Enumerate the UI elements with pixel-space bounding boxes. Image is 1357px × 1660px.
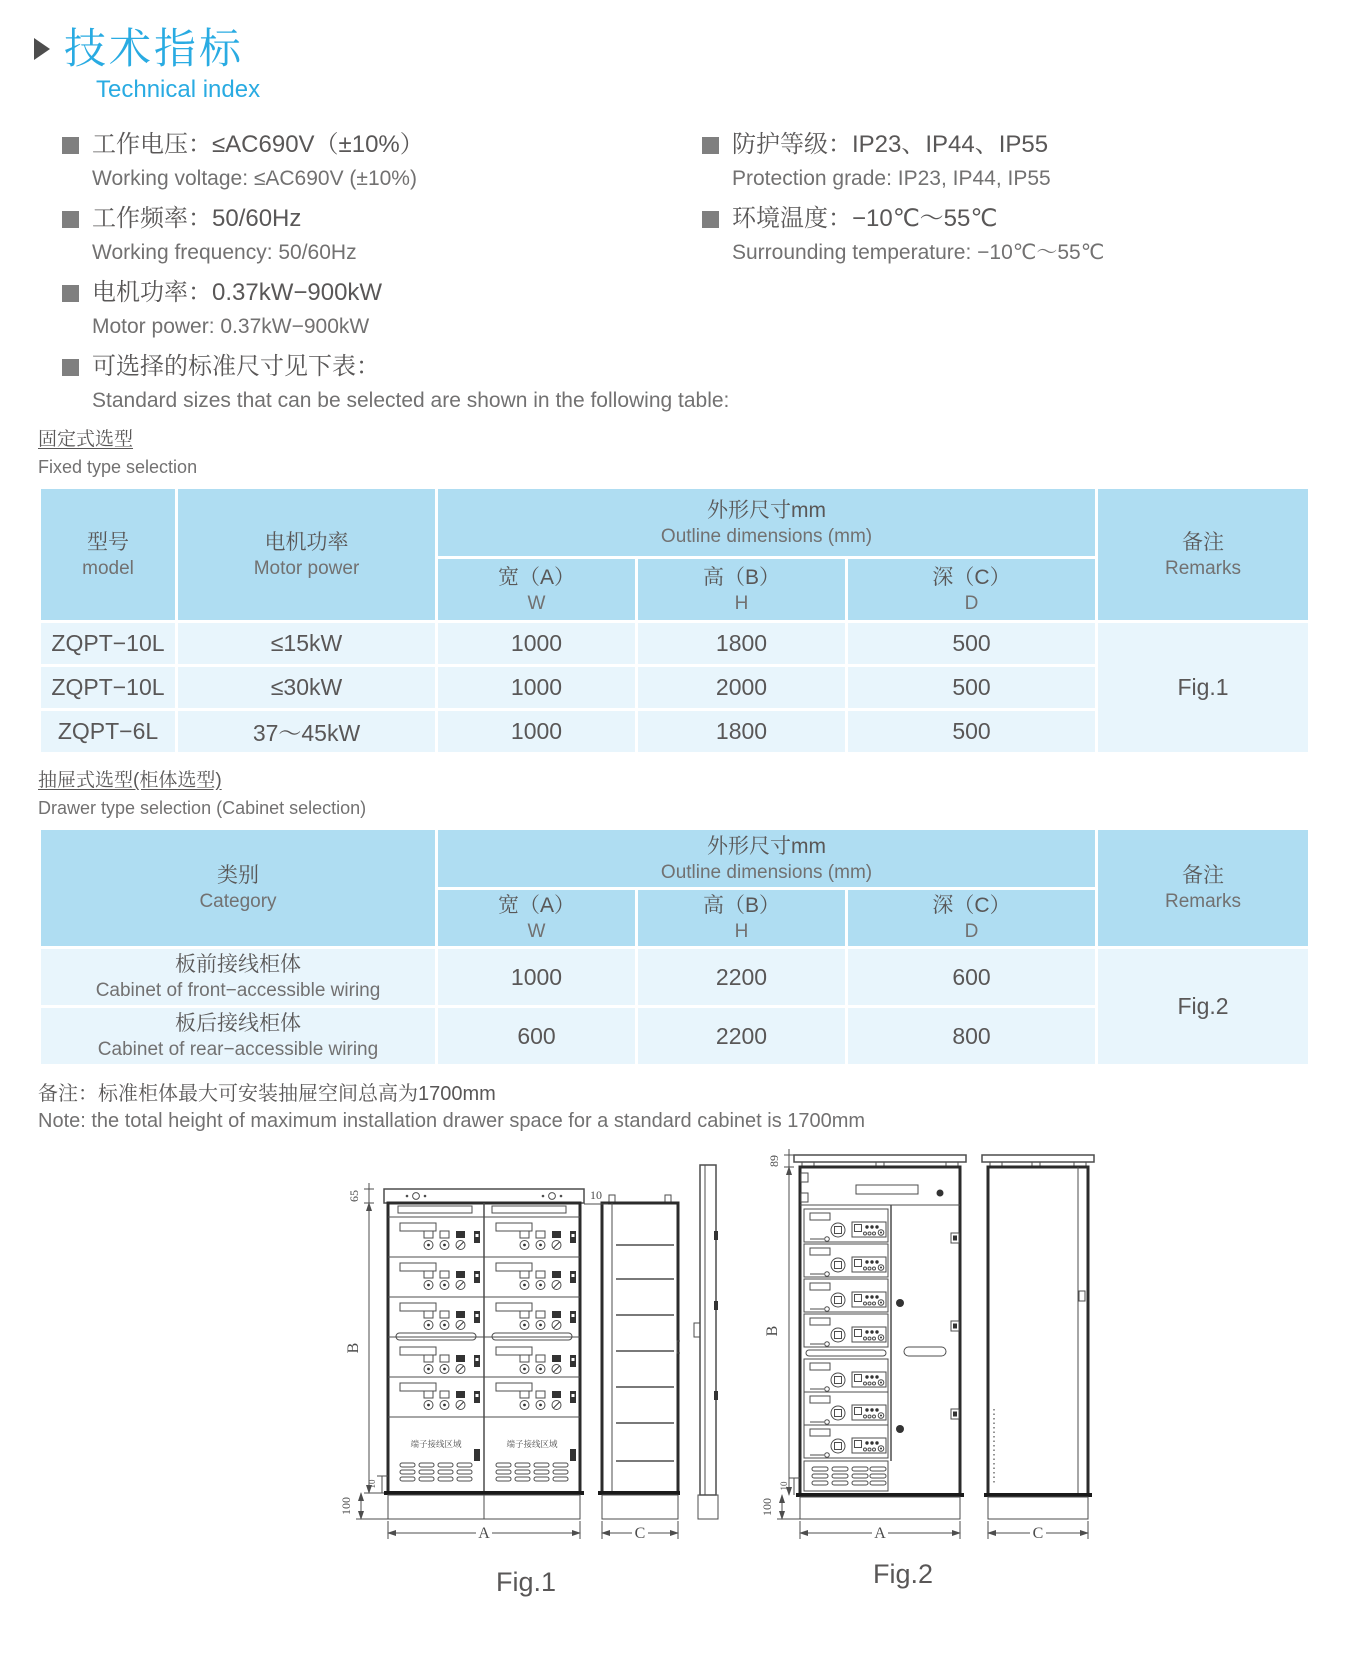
col-header-category-zh: 类别 [217,864,259,887]
col-header-remarks [1097,488,1310,622]
fig1-dim-cap: 65 [347,1190,361,1202]
col-header-power-zh: 电机功率 [264,530,349,554]
col-header-outline-en: Outline dimensions (mm) [660,861,873,883]
cell-height: 2200 [637,948,847,1007]
col-header-model-en: model [82,557,134,579]
fig2-dim-cap: 89 [767,1155,781,1167]
spec-working-frequency-zh: 工作频率：50/60Hz [92,205,302,232]
note-zh: 备注：标准柜体最大可安装抽屉空间总高为1700mm [38,1083,496,1105]
arrow-right-icon [34,38,50,60]
cell-model: ZQPT−10L [40,622,177,666]
col-header-height [637,558,847,622]
spec-motor-power-en: Motor power: 0.37kW−900kW [92,315,370,338]
col-header-depth [847,889,1097,948]
cell-model: ZQPT−10L [40,666,177,710]
col-header-height-zh: 高（B） [702,894,780,917]
col-header-outline [437,488,1097,558]
col-header-height-en: H [734,921,749,942]
cell-category-zh: 板前接线柜体 [175,953,301,976]
fig1-front-view [384,1189,584,1519]
fig1-terminal-label: 端子接线区域 [506,1439,558,1449]
fig1-dim-depth: C [634,1525,646,1542]
col-header-depth-en: D [964,592,979,614]
fig1-terminal-label: 端子接线区域 [410,1439,462,1449]
table-intro-zh: 可选择的标准尺寸见下表： [92,353,380,380]
bullet-square-icon [62,137,79,154]
cell-width: 1000 [437,622,637,666]
fig1-dim-base: 100 [339,1497,353,1515]
col-header-remarks-en: Remarks [1165,557,1242,579]
col-header-depth [847,558,1097,622]
cell-depth: 500 [847,710,1097,754]
fig2-side-profile [694,1165,718,1519]
col-header-depth-zh: 深（C） [932,894,1011,917]
fig1-dimensions [339,1183,678,1542]
bullet-square-icon [62,285,79,302]
col-header-power [177,488,437,622]
cell-category-zh: 板后接线柜体 [175,1012,301,1035]
cell-width: 1000 [437,666,637,710]
fixed-type-title-zh: 固定式选型 [38,429,134,450]
table-row [40,948,1310,1007]
spec-item [62,352,1357,382]
col-header-model-zh: 型号 [87,530,129,554]
col-header-category-en: Category [199,891,277,912]
col-header-outline-en: Outline dimensions (mm) [660,525,873,547]
drawer-type-title-en: Drawer type selection (Cabinet selection) [38,798,367,818]
col-header-width-en: W [527,592,546,614]
fig1-side-view [598,1195,680,1519]
bullet-square-icon [62,211,79,228]
spec-protection-grade-zh: 防护等级：IP23、IP44、IP55 [732,131,1049,158]
fixed-type-section [38,428,1308,755]
fig1-drawing [330,1173,680,1623]
fig1-dim-top-right: 10 [590,1188,602,1202]
cell-height: 1800 [637,622,847,666]
spec-motor-power-zh: 电机功率：0.37kW−900kW [92,279,383,306]
bullet-square-icon [702,211,719,228]
col-header-outline-zh: 外形尺寸mm [707,834,826,858]
page-title-zh: 技术指标 [64,25,245,72]
spec-protection-grade-en: Protection grade: IP23, IP44, IP55 [732,167,1051,190]
col-header-width [437,889,637,948]
fig2-dim-gap: 10 [779,1481,789,1491]
col-header-remarks-en: Remarks [1165,891,1242,912]
note-en: Note: the total height of maximum installation drawer space for a standard cabinet is 1700mm [38,1110,866,1132]
cell-power: 37～45kW [177,710,437,754]
cell-remark: Fig.1 [1097,622,1310,754]
fig2-dim-height: B [764,1325,781,1337]
spec-working-frequency-en: Working frequency: 50/60Hz [92,241,357,264]
col-header-model [40,488,177,622]
fig2-dim-width: A [874,1525,886,1542]
fig1-dim-gap: 10 [367,1479,377,1489]
cell-height: 2200 [637,1007,847,1066]
cell-depth: 500 [847,622,1097,666]
spec-surrounding-temperature-zh: 环境温度：−10℃～55℃ [732,205,998,232]
fig1-dim-width: A [478,1525,490,1542]
cell-depth: 500 [847,666,1097,710]
cell-category-en: Cabinet of rear−accessible wiring [97,1039,379,1060]
spec-item [62,278,1357,308]
spec-working-voltage-zh: 工作电压：≤AC690V（±10%） [92,131,424,158]
bullet-square-icon [62,359,79,376]
note-block [38,1081,1357,1135]
col-header-height [637,889,847,948]
cell-width: 1000 [437,948,637,1007]
col-header-category [40,829,437,948]
cell-power: ≤30kW [177,666,437,710]
col-header-height-en: H [734,592,749,614]
spec-item [702,204,1104,234]
col-header-width [437,558,637,622]
spec-surrounding-temperature-en: Surrounding temperature: −10℃～55℃ [732,241,1105,264]
col-header-outline-zh: 外形尺寸mm [707,498,826,522]
cell-width: 600 [437,1007,637,1066]
page-title-en: Technical index [96,76,261,103]
col-header-depth-zh: 深（C） [932,565,1011,589]
col-header-power-en: Motor power [253,557,360,579]
spec-column-right [702,130,1104,278]
fig2-caption: Fig.2 [872,1559,934,1589]
table-intro-en: Standard sizes that can be selected are shown in the following table: [92,389,730,412]
col-header-remarks [1097,829,1310,948]
col-header-remarks-zh: 备注 [1182,530,1225,554]
spec-list [62,130,1357,414]
page-header [0,0,1357,104]
bullet-square-icon [702,137,719,154]
table-row [40,622,1310,666]
fig2-dim-depth: C [1032,1525,1044,1542]
fig2-dim-base: 100 [760,1498,774,1516]
figures-area [0,1141,1357,1656]
fig2-dimensions [760,1149,1088,1542]
fig2-front-view [794,1155,966,1519]
cell-category [40,1007,437,1066]
col-header-width-zh: 宽（A） [497,894,575,917]
fig2-side-view [982,1155,1094,1519]
cell-height: 1800 [637,710,847,754]
col-header-outline [437,829,1097,889]
cell-category-en: Cabinet of front−accessible wiring [95,980,381,1001]
fixed-type-table [38,486,1311,755]
cell-height: 2000 [637,666,847,710]
col-header-remarks-zh: 备注 [1182,864,1225,887]
fig2-drawing [688,1141,1098,1621]
fig1-dim-height: B [345,1342,362,1354]
col-header-depth-en: D [964,921,979,942]
cell-depth: 800 [847,1007,1097,1066]
drawer-type-title-zh: 抽屉式选型(柜体选型) [38,770,222,791]
cell-width: 1000 [437,710,637,754]
cell-depth: 600 [847,948,1097,1007]
spec-working-voltage-en: Working voltage: ≤AC690V (±10%) [92,167,417,190]
col-header-width-zh: 宽（A） [497,565,575,589]
cell-model: ZQPT−6L [40,710,177,754]
col-header-height-zh: 高（B） [702,565,780,589]
cell-power: ≤15kW [177,622,437,666]
col-header-width-en: W [527,921,546,942]
fixed-type-title-en: Fixed type selection [38,457,198,477]
cell-remark: Fig.2 [1097,948,1310,1066]
spec-item [702,130,1104,160]
cell-category [40,948,437,1007]
drawer-type-table [38,827,1311,1067]
fig1-caption: Fig.1 [495,1567,557,1597]
drawer-type-section [38,769,1308,1067]
